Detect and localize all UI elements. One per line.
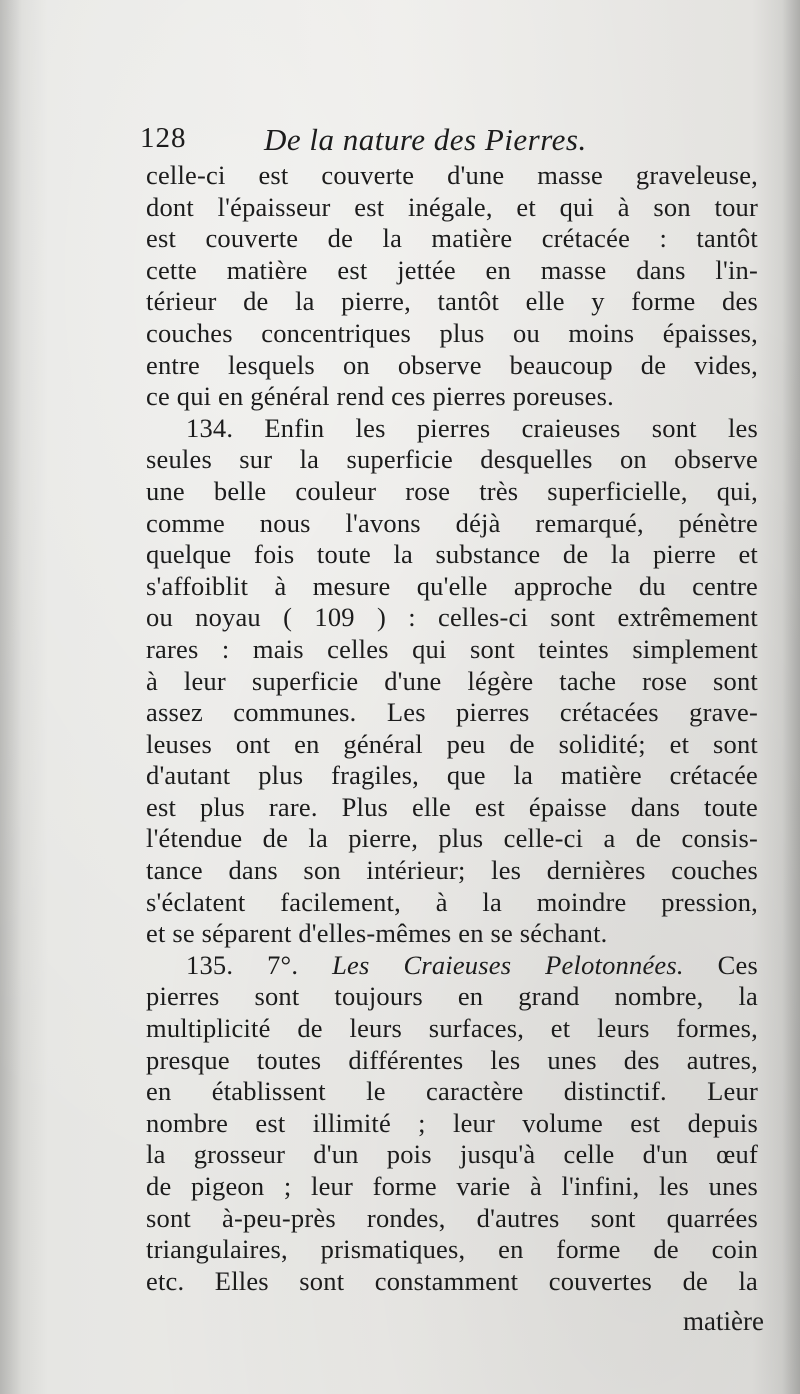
text-line: dont l'épaisseur est inégale, et qui à son tour xyxy=(146,191,758,222)
body-text xyxy=(146,160,758,1297)
text-line: entre lesquels on observe beaucoup de vides, xyxy=(146,349,758,380)
page-number: 128 xyxy=(140,122,187,154)
text-line: sont à-peu-près rondes, d'autres sont quarrées xyxy=(146,1202,758,1233)
text-line: une belle couleur rose très superficielle, qui, xyxy=(146,475,758,506)
text-line: pierres sont toujours en grand nombre, la xyxy=(146,981,758,1012)
text-line: d'autant plus fragiles, que la matière crétacée xyxy=(146,760,758,791)
text-line: de pigeon ; leur forme varie à l'infini, les unes xyxy=(146,1171,758,1201)
section-ordinal: 7°. xyxy=(267,949,299,980)
text-line: est couverte de la matière crétacée : tantôt xyxy=(146,223,758,254)
section-heading: Les Craieuses Pelotonnées. xyxy=(332,949,684,980)
page-edge-shadow-left xyxy=(0,0,22,1394)
text-line: ou noyau ( 109 ) : celles-ci sont extrêmement xyxy=(146,602,758,633)
text-line: leuses ont en général peu de solidité; et sont xyxy=(146,728,758,759)
text-line: nombre est illimité ; leur volume est depuis xyxy=(146,1107,758,1138)
text-line: s'éclatent facilement, à la moindre pression, xyxy=(146,886,758,917)
text-line: ce qui en général rend ces pierres poreuses. xyxy=(146,381,614,412)
text-line: est plus rare. Plus elle est épaisse dans toute xyxy=(146,791,758,822)
text-line: comme nous l'avons déjà remarqué, pénètre xyxy=(146,507,758,538)
text-line: s'affoiblit à mesure qu'elle approche du centre xyxy=(146,570,758,601)
text-line: triangulaires, prismatiques, en forme de coin xyxy=(146,1234,758,1265)
paragraph-135-start xyxy=(146,950,758,982)
text-fragment: Ces xyxy=(717,949,758,980)
text-line: en établissent le caractère distinctif. Leur xyxy=(146,1076,758,1107)
text-line: cette matière est jettée en masse dans l'in- xyxy=(146,254,758,285)
page-header xyxy=(140,122,780,162)
paragraph-number: 135. xyxy=(186,949,234,980)
text-line: et se séparent d'elles-mêmes en se séchant. xyxy=(146,918,608,949)
text-line: celle-ci est couverte d'une masse graveleuse, xyxy=(146,160,758,190)
text-line: l'étendue de la pierre, plus celle-ci a de consis- xyxy=(146,823,758,854)
text-line: rares : mais celles qui sont teintes simplement xyxy=(146,633,758,664)
paragraph-134-start: 134. Enfin les pierres craieuses sont les xyxy=(186,412,758,443)
text-line: couches concentriques plus ou moins épaisses, xyxy=(146,317,758,348)
text-line: à leur superficie d'une légère tache rose sont xyxy=(146,665,758,696)
text-line: assez communes. Les pierres crétacées grave- xyxy=(146,697,758,728)
text-line: térieur de la pierre, tantôt elle y forme des xyxy=(146,286,758,317)
text-line: multiplicité de leurs surfaces, et leurs formes, xyxy=(146,1013,758,1044)
text-line: tance dans son intérieur; les dernières couches xyxy=(146,855,758,886)
text-line: etc. Elles sont constamment couvertes de la xyxy=(146,1265,758,1296)
text-line: la grosseur d'un pois jusqu'à celle d'un œuf xyxy=(146,1139,758,1170)
catchword: matière xyxy=(683,1306,764,1336)
text-line: seules sur la superficie desquelles on observe xyxy=(146,444,758,475)
text-line: presque toutes différentes les unes des autres, xyxy=(146,1044,758,1075)
text-line: quelque fois toute la substance de la pierre et xyxy=(146,539,758,570)
page-edge-shadow-right xyxy=(782,0,800,1394)
running-title: De la nature des Pierres. xyxy=(264,122,587,157)
